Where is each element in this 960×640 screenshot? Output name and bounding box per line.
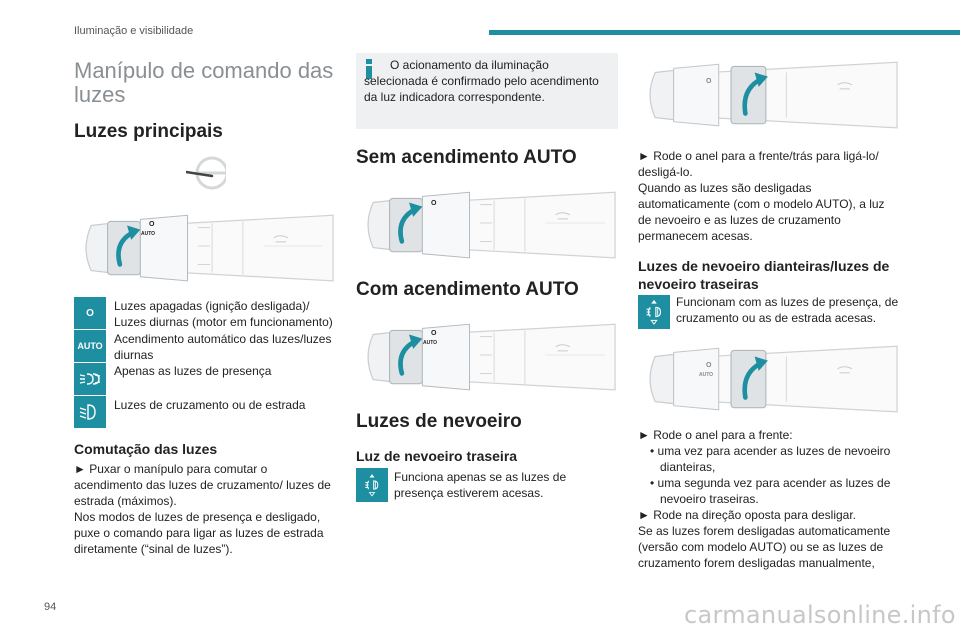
- legend-text-parking: Apenas as luzes de presença: [114, 364, 272, 378]
- steering-wheel-icon: [186, 155, 226, 191]
- header-accent-bar: [489, 30, 960, 35]
- rear-fog-icon: [356, 468, 388, 502]
- heading-main-lights: Luzes principais: [74, 121, 223, 142]
- stalk-label-auto: AUTO: [699, 372, 714, 378]
- front-rear-fog-text: Funcionam com as luzes de presença, de cruzamento ou as de estrada acesas.: [676, 295, 899, 325]
- stalk-label-off: O: [431, 200, 437, 207]
- parking-lights-icon: [74, 363, 106, 395]
- fog-ring-diagram-2: [642, 336, 900, 418]
- legend-item-parking: [74, 363, 106, 395]
- lighting-stalk-diagram-main: [78, 205, 336, 287]
- heading-rear-fog: Luz de nevoeiro traseira: [356, 448, 518, 464]
- switching-text: ► Puxar o manípulo para comutar o acendimento das luzes de cruzamento/ luzes de estrada (máximos). Nos modos de luzes de presença e desligado, puxe o comando para ligar as luzes de estrada diretamente (“sinal de luzes”).: [74, 462, 331, 556]
- dipped-beam-icon: [74, 396, 106, 428]
- heading-auto: Com acendimento AUTO: [356, 279, 579, 300]
- ring-text: ► Rode o anel para a frente/trás para ligá-lo/ desligá-lo. Quando as luzes são desligadas automaticamente (com o modelo AUTO), a luz de nevoeiro e as luzes de cruzamento permanecem acesas.: [638, 149, 885, 243]
- fog-off-text: ► Rode na direção oposta para desligar.: [638, 508, 857, 522]
- info-box: [356, 53, 618, 129]
- stalk-label-off: O: [149, 221, 155, 228]
- fog-steps-intro: ► Rode o anel para a frente:: [638, 428, 793, 442]
- legend-item-dipped: [74, 396, 106, 428]
- fog-step-2: • uma segunda vez para acender as luzes de nevoeiro traseiras.: [650, 476, 891, 506]
- legend-item-off: [74, 297, 106, 329]
- heading-switching: Comutação das luzes: [74, 441, 218, 457]
- rear-fog-text: Funciona apenas se as luzes de presença estiverem acesas.: [394, 470, 567, 500]
- legend-item-auto: [74, 330, 106, 362]
- legend-text-auto: Acendimento automático das luzes/luzes diurnas: [114, 332, 332, 362]
- front-rear-fog-icon: [638, 295, 670, 329]
- watermark-url: carmanualsonline.info: [684, 601, 956, 629]
- off-icon: O: [74, 297, 106, 329]
- legend-text-dipped: Luzes de cruzamento ou de estrada: [114, 398, 306, 412]
- page-number: 94: [44, 601, 57, 613]
- auto-icon: AUTO: [74, 330, 106, 362]
- fog-steps: [638, 427, 900, 571]
- lighting-stalk-diagram-auto: [360, 314, 618, 396]
- info-text: O acionamento da iluminação selecionada é confirmado pelo acendimento da luz indicadora correspondente.: [364, 58, 599, 104]
- page-title: Manípulo de comando das luzes: [74, 58, 334, 107]
- stalk-label-off: O: [706, 362, 712, 369]
- lighting-stalk-diagram-no-auto: [360, 182, 618, 264]
- fog-step-1: • uma vez para acender as luzes de nevoeiro dianteiras,: [650, 444, 891, 474]
- stalk-label-off: O: [431, 330, 437, 337]
- heading-fog-lights: Luzes de nevoeiro: [356, 411, 522, 432]
- heading-front-rear-fog: Luzes de nevoeiro dianteiras/luzes de nevoeiro traseiras: [638, 258, 890, 292]
- section-header: Iluminação e visibilidade: [74, 25, 194, 37]
- heading-no-auto: Sem acendimento AUTO: [356, 147, 577, 168]
- fog-auto-off-text: Se as luzes forem desligadas automaticamente (versão com modelo AUTO) ou se as luzes de cruzamento forem desligadas manualmente,: [638, 524, 891, 570]
- stalk-label-auto: AUTO: [141, 231, 156, 237]
- legend-text-off: Luzes apagadas (ignição desligada)/ Luzes diurnas (motor em funcionamento): [114, 299, 333, 329]
- stalk-label-auto: AUTO: [423, 340, 438, 346]
- fog-ring-diagram-1: [642, 52, 900, 134]
- stalk-label-off: O: [706, 78, 712, 85]
